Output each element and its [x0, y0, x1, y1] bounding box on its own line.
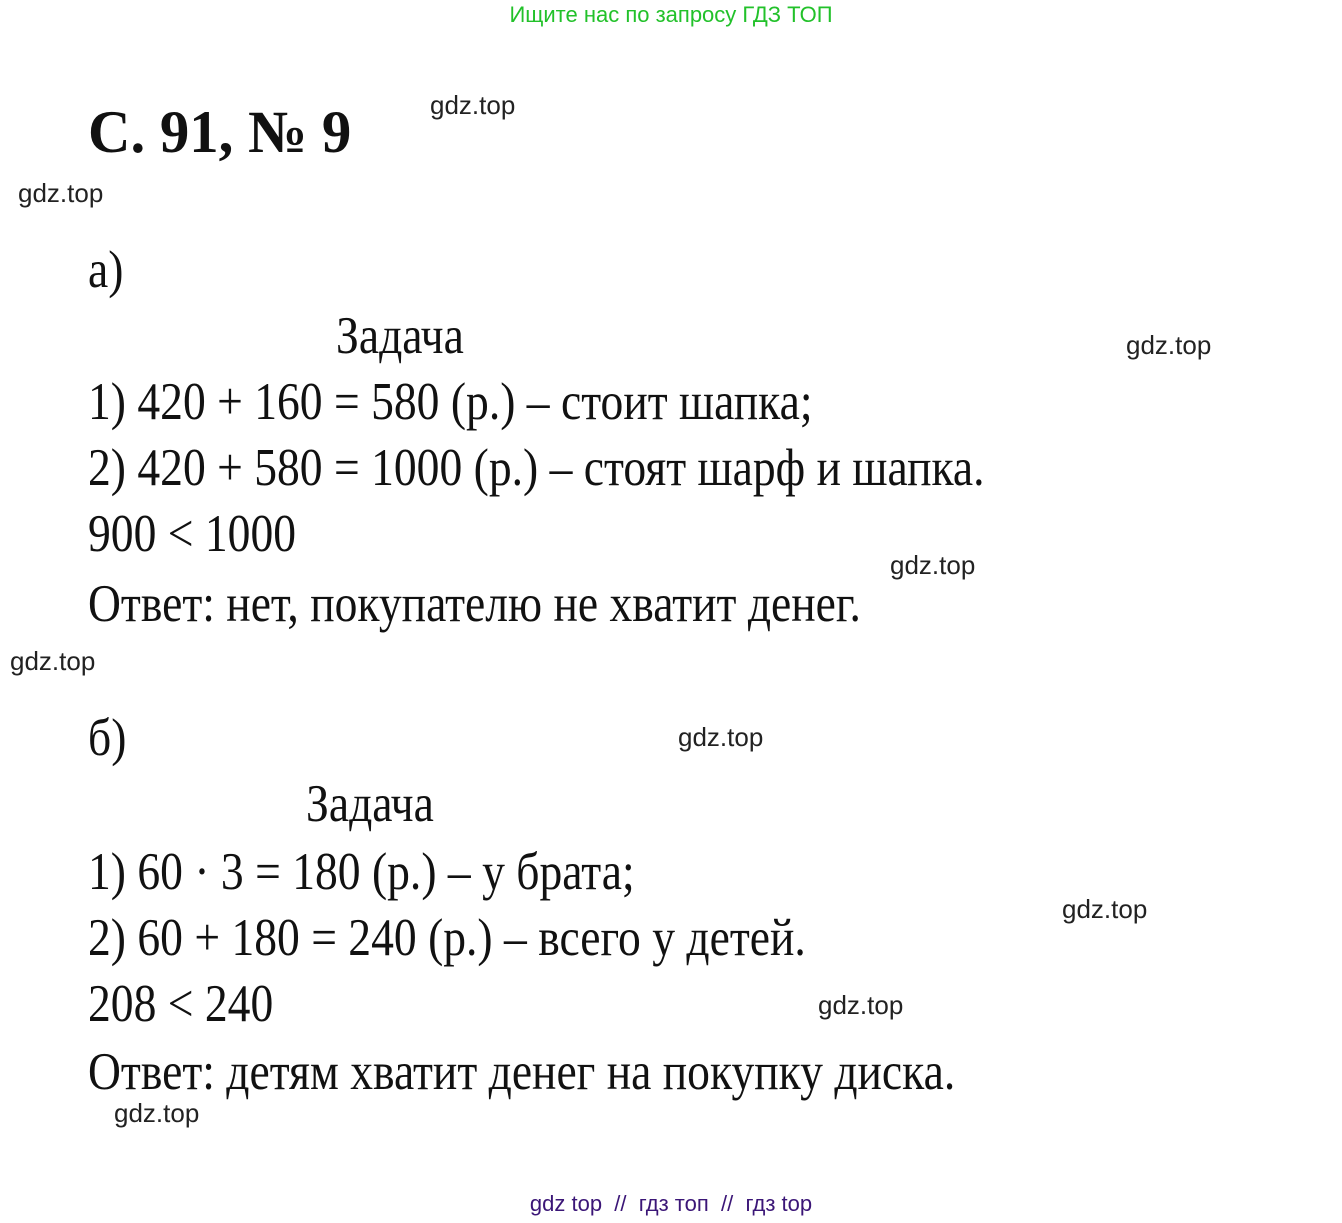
part-b-heading: Задача — [306, 775, 434, 833]
part-a-line: 1) 420 + 160 = 580 (р.) – стоит шапка; — [88, 373, 813, 431]
watermark: gdz.top — [18, 178, 104, 208]
part-a-label: а) — [88, 241, 124, 299]
watermark: gdz.top — [114, 1098, 200, 1128]
watermark: gdz.top — [1126, 330, 1212, 360]
part-b-line: 1) 60 · 3 = 180 (р.) – у брата; — [88, 843, 635, 901]
watermark: gdz.top — [890, 550, 976, 580]
part-a-answer: Ответ: нет, покупателю не хватит денег. — [88, 575, 861, 633]
part-a-comparison: 900 < 1000 — [88, 505, 297, 563]
watermark: gdz.top — [818, 990, 904, 1020]
watermark: gdz.top — [678, 722, 764, 752]
part-b-label: б) — [88, 709, 127, 767]
part-b-comparison: 208 < 240 — [88, 975, 274, 1033]
part-b-answer: Ответ: детям хватит денег на покупку диска. — [88, 1043, 956, 1101]
part-a-line: 2) 420 + 580 = 1000 (р.) – стоят шарф и шапка. — [88, 439, 985, 497]
watermark: gdz.top — [10, 646, 96, 676]
page-title: С. 91, № 9 — [88, 99, 352, 165]
part-b-line: 2) 60 + 180 = 240 (р.) – всего у детей. — [88, 909, 806, 967]
part-a-heading: Задача — [336, 307, 464, 365]
footer-links: gdz top // гдз топ // гдз top — [529, 1191, 813, 1216]
search-banner: Ищите нас по запросу ГДЗ ТОП — [509, 2, 833, 27]
watermark: gdz.top — [430, 90, 516, 120]
watermark: gdz.top — [1062, 894, 1148, 924]
